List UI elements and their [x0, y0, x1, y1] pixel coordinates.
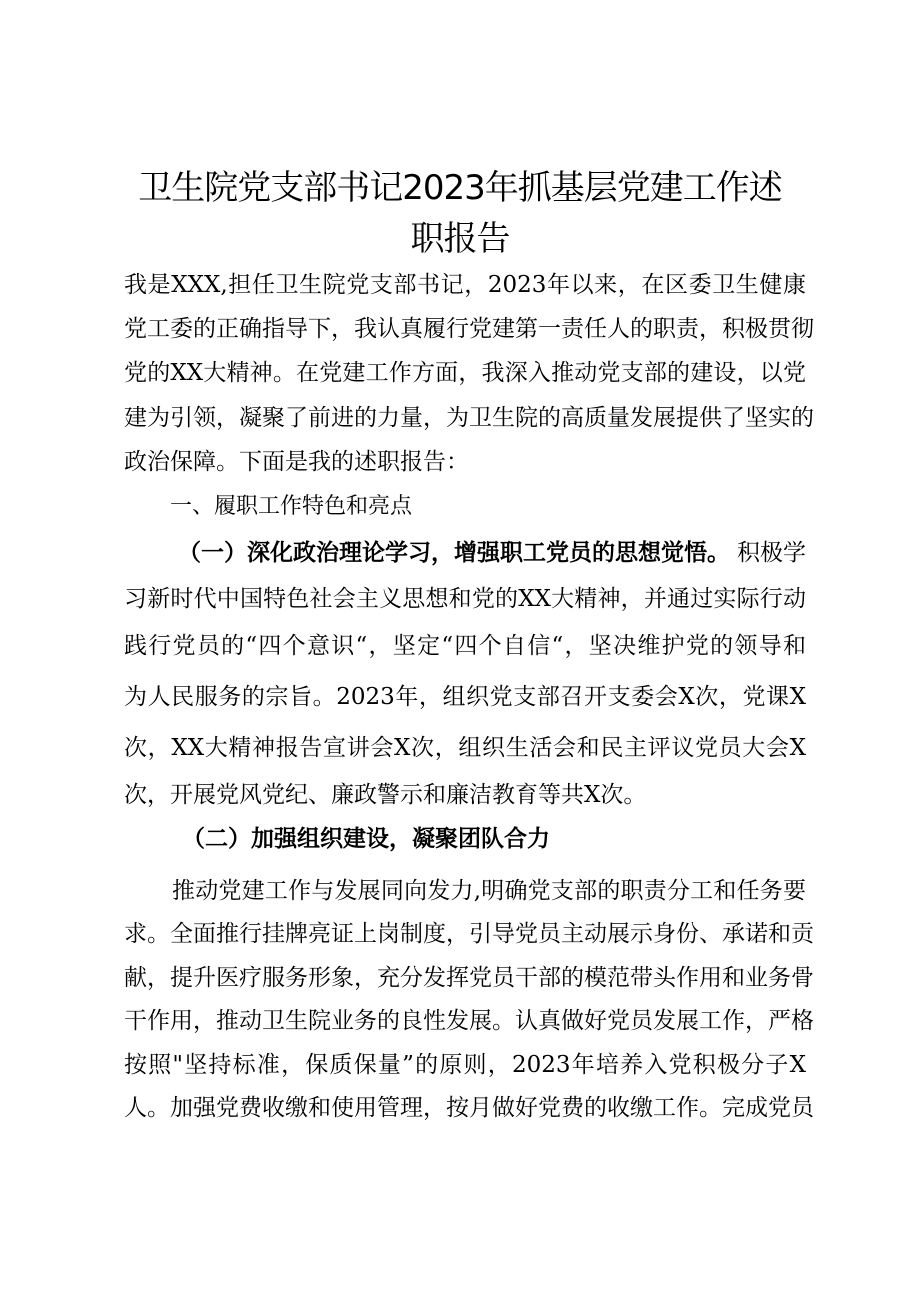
- document-title-line-2: 职报告: [410, 219, 510, 259]
- sub-1-line-5: 次，XX大精神报告宣讲会X次，组织生活会和民主评议党员大会X: [124, 735, 806, 761]
- document-title-line-1: 卫生院党支部书记2023年抓基层党建工作述: [138, 168, 782, 208]
- sub-2-line-4: 干作用，推动卫生院业务的良性发展。认真做好党员发展工作，严格: [124, 1008, 814, 1034]
- sub-2-line-3: 献，提升医疗服务形象，充分发挥党员干部的模范带头作用和业务骨: [124, 965, 814, 991]
- sub-1-first-rest: 积极学: [737, 540, 806, 566]
- sub-1-heading: （一）深化政治理论学习，增强职工党员的思想觉悟。: [178, 539, 730, 566]
- intro-line-3: 党的XX大精神。在党建工作方面，我深入推动党支部的建设，以党: [124, 360, 806, 386]
- sub-2-heading: （二）加强组织建设，凝聚团队合力: [182, 825, 550, 852]
- sub-2-line-2: 求。全面推行挂牌亮证上岗制度，引导党员主动展示身份、承诺和贡: [124, 921, 814, 947]
- section-1-heading: 一、履职工作特色和亮点: [170, 494, 413, 519]
- sub-1-line-6: 次，开展党风党纪、廉政警示和廉洁教育等共X次。: [124, 782, 647, 808]
- sub-2-line-5: 按照"坚持标准，保质保量”的原则，2023年培养入党积极分子X: [124, 1052, 806, 1078]
- sub-1-line-2: 习新时代中国特色社会主义思想和党的XX大精神，并通过实际行动: [124, 586, 806, 612]
- intro-line-2: 党工委的正确指导下，我认真履行党建第一责任人的职责，积极贯彻: [124, 316, 814, 342]
- sub-2-line-6: 人。加强党费收缴和使用管理，按月做好党费的收缴工作。完成党员: [124, 1095, 814, 1121]
- intro-line-1: 我是XXX,担任卫生院党支部书记，2023年以来，在区委卫生健康: [124, 272, 806, 298]
- sub-1-line-4: 为人民服务的宗旨。2023年，组织党支部召开支委会X次，党课X: [124, 684, 806, 710]
- sub-1-first-line: [178, 538, 806, 568]
- intro-line-4: 建为引领，凝聚了前进的力量，为卫生院的高质量发展提供了坚实的: [124, 405, 814, 431]
- sub-2-line-1: 推动党建工作与发展同向发力,明确党支部的职责分工和任务要: [172, 878, 806, 904]
- sub-1-line-3: 践行党员的“四个意识“，坚定“四个自信“，坚决维护党的领导和: [124, 633, 806, 659]
- intro-line-5: 政治保障。下面是我的述职报告：: [124, 449, 469, 475]
